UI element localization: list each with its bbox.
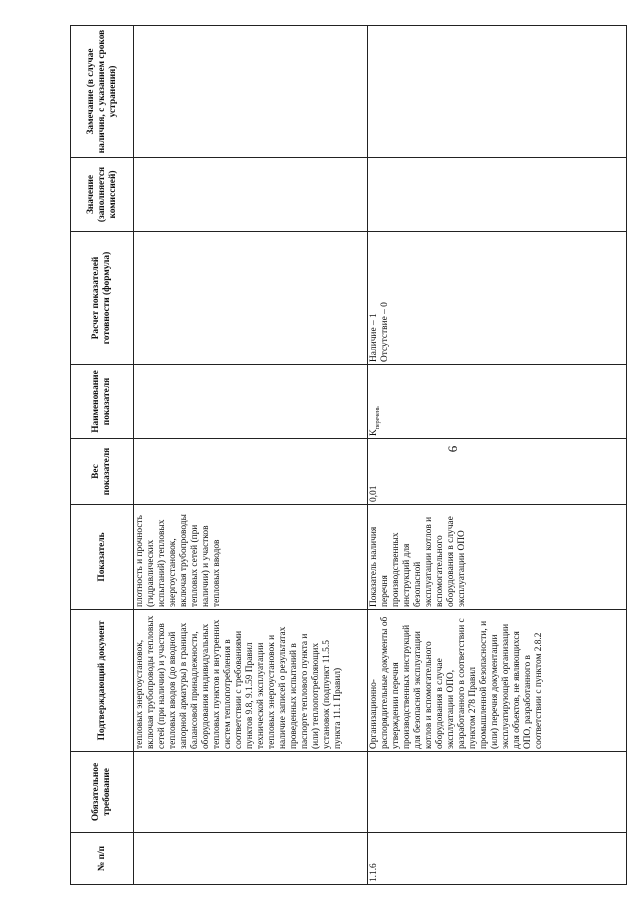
cell-document: тепловых энергоустановок, включая трубопроводы тепловых сетей (при наличии) и участков тепловых вводов (до вводной запорной арматуры) в границах балансовой принадлежности, оборудования индивидуальных тепловых пунктов и внутренних систем теплопотребления в соответствии с требованиями пунктов 9.8, 9.1.59 Правил технической эксплуатации тепловых энергоустановок и наличие записей о результатах проведенных испытаний в паспорте теплового пункта и (или) теплопотребляющих установок (подпункт 11.5.5 пункта 11.1 Правил) <box>134 610 368 752</box>
cell-name <box>134 365 368 439</box>
formula-absent: Отсутствие – 0 <box>380 302 390 362</box>
header-num: № п/п <box>71 833 134 885</box>
header-requirement: Обязательное требование <box>71 752 134 833</box>
table-row <box>368 26 627 885</box>
cell-name <box>368 365 627 439</box>
cell-formula <box>134 232 368 365</box>
header-indicator: Показатель <box>71 505 134 610</box>
header-weight: Вес показателя <box>71 439 134 505</box>
table-row <box>134 26 368 885</box>
header-row <box>71 26 134 885</box>
cell-remark <box>368 26 627 158</box>
cell-value <box>134 158 368 232</box>
cell-num: 1.1.6 <box>368 833 627 885</box>
indicator-symbol: K <box>369 429 379 436</box>
cell-weight <box>134 439 368 505</box>
header-name: Наименование показателя <box>71 365 134 439</box>
rotated-table-container <box>70 26 627 885</box>
indicator-symbol-subscript: перечень <box>374 406 381 430</box>
cell-document: Организационно-распорядительные документы об утверждении перечня производственных инструкций для безопасной эксплуатации котлов и вспомогательного оборудования в случае эксплуатации ОПО, разработанного в соответствии с пунктом 278 Правил промышленной безопасности, и (или) перечня документации эксплуатирующей организации для объектов, не являющихся ОПО, разработанного в соответствии с пунктом 2.8.2 <box>368 610 627 752</box>
cell-value <box>368 158 627 232</box>
readiness-table <box>70 25 627 885</box>
cell-formula <box>368 232 627 365</box>
formula-present: Наличие – 1 <box>369 313 379 362</box>
cell-requirement <box>134 752 368 833</box>
header-formula: Расчет показателей готовности (формула) <box>71 232 134 365</box>
cell-indicator: плотность и прочность (гидравлических испытаний) тепловых энергоустановок, включая трубопроводы тепловых сетей (при наличии) и участков тепловых вводов <box>134 505 368 610</box>
header-document: Подтверждающий документ <box>71 610 134 752</box>
cell-remark <box>134 26 368 158</box>
cell-num <box>134 833 368 885</box>
header-value: Значение (заполняется комиссией) <box>71 158 134 232</box>
cell-requirement <box>368 752 627 833</box>
cell-weight: 0,01 <box>368 439 627 505</box>
header-remark: Замечание (в случае наличия, с указанием сроков устранения) <box>71 26 134 158</box>
cell-indicator: Показатель наличия перечня производственных инструкций для безопасной эксплуатации котлов и вспомогательного оборудования в случае эксплуатации ОПО <box>368 505 627 610</box>
page-number: 6 <box>445 445 460 453</box>
